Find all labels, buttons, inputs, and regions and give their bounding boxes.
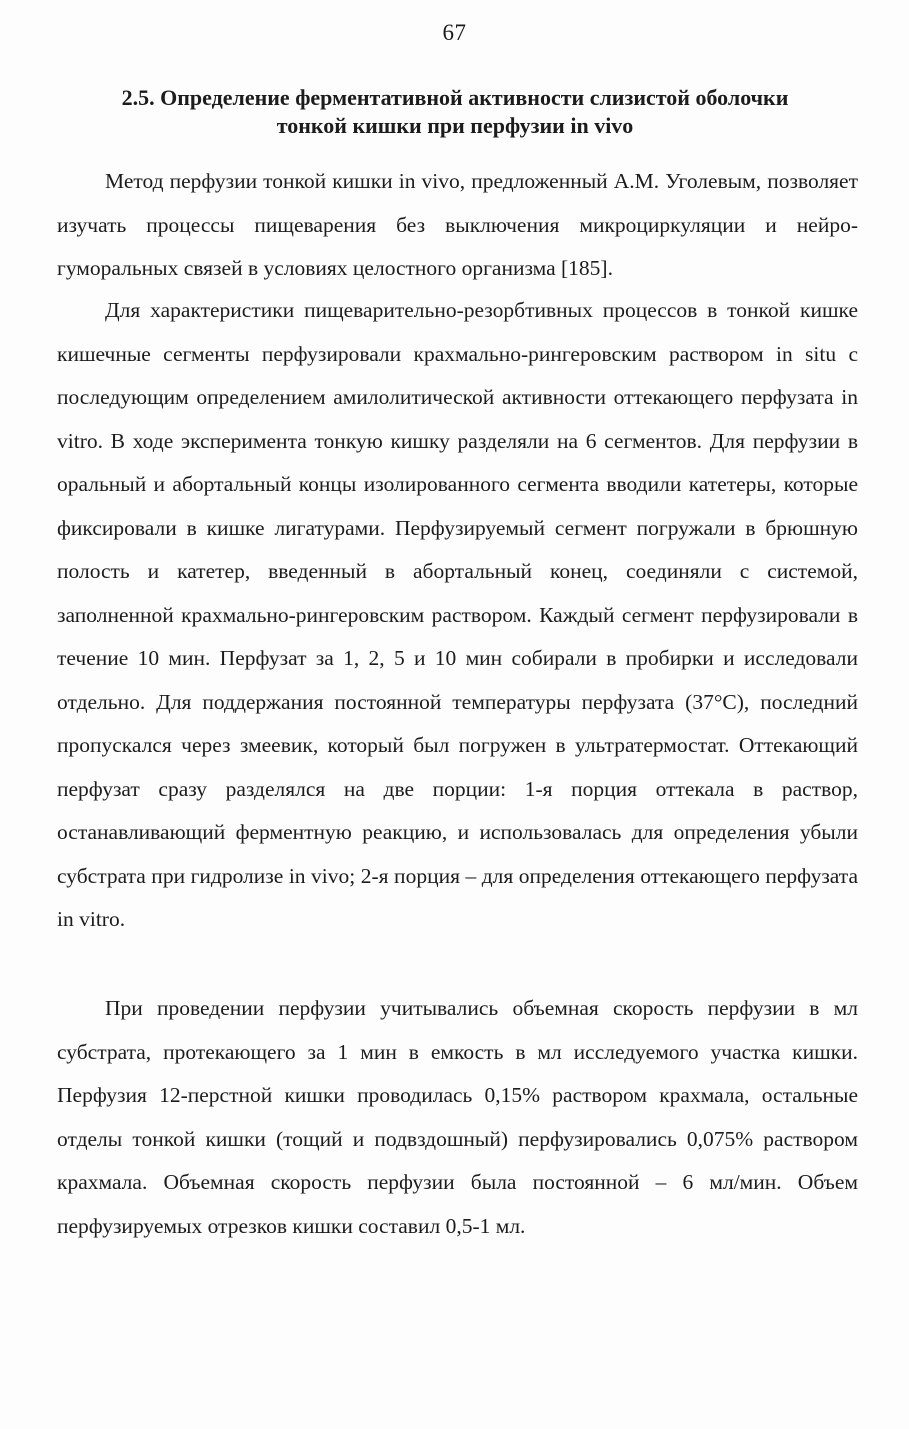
page-number: 67	[442, 20, 467, 45]
paragraph-1: Метод перфузии тонкой кишки in vivo, предложенный А.М. Уголевым, позволяет изучать процессы пищеварения без выключения микроциркуляции и нейро-гуморальных связей в условиях целостного организма [185].	[57, 169, 858, 280]
section-heading	[60, 84, 850, 140]
paragraph-3: При проведении перфузии учитывались объемная скорость перфузии в мл субстрата, протекающего за 1 мин в емкость в мл исследуемого участка кишки. Перфузия 12-перстной кишки проводилась 0,15% раствором крахмала, остальные отделы тонкой кишки (тощий и подвздошный) перфузировались 0,075% раствором крахмала. Объемная скорость перфузии была постоянной – 6 мл/мин. Объем перфузируемых отрезков кишки составил 0,5-1 мл.	[57, 996, 858, 1238]
section-heading-line-1: 2.5. Определение ферментативной активности слизистой оболочки	[121, 85, 789, 110]
section-heading-line-2: тонкой кишки при перфузии in vivo	[276, 113, 634, 138]
paragraph-2: Для характеристики пищеварительно-резорбтивных процессов в тонкой кишке кишечные сегменты перфузировали крахмально-рингеровским раствором in situ с последующим определением амилолитической активности оттекающего перфузата in vitro. В ходе эксперимента тонкую кишку разделяли на 6 сегментов. Для перфузии в оральный и абортальный концы изолированного сегмента вводили катетеры, которые фиксировали в кишке лигатурами. Перфузируемый сегмент погружали в брюшную полость и катетер, введенный в абортальный конец, соединяли с системой, заполненной крахмально-рингеровским раствором. Каждый сегмент перфузировали в течение 10 мин. Перфузат за 1, 2, 5 и 10 мин собирали в пробирки и исследовали отдельно. Для поддержания постоянной температуры перфузата (37°С), последний пропускался через змеевик, который был погружен в ультратермостат. Оттекающий перфузат сразу разделялся на две порции: 1-я порция оттекала в раствор, останавливающий ферментную реакцию, и использовалась для определения убыли субстрата при гидролизе in vivo; 2-я порция – для определения оттекающего перфузата in vitro.	[57, 298, 858, 931]
